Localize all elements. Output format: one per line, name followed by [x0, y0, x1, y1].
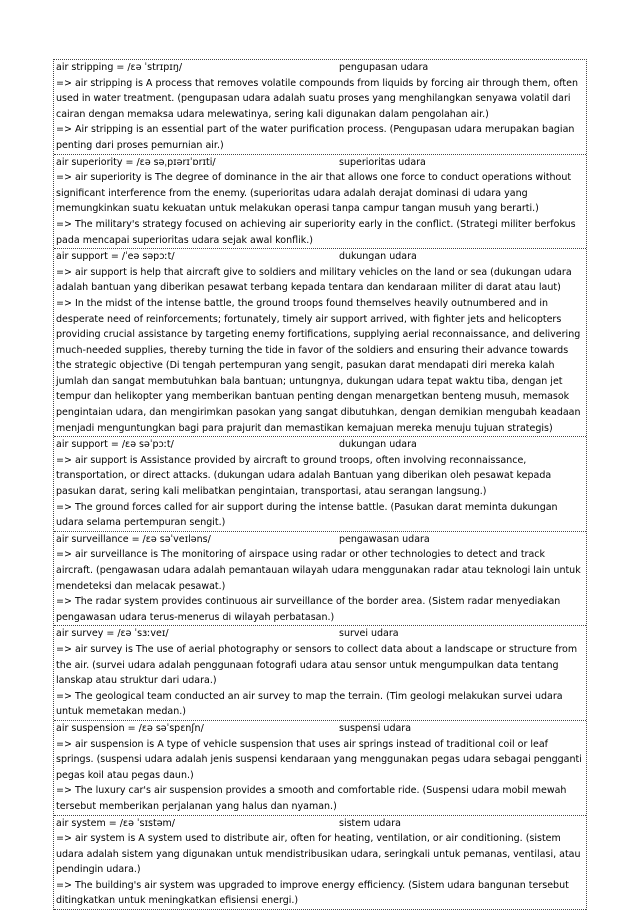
entry-term: air superiority = /ɛə səˌpɪərɪˈɒrɪti/	[56, 155, 339, 171]
entry-term: air surveillance = /ɛə səˈveɪləns/	[56, 532, 339, 548]
entry-header	[56, 155, 584, 171]
entry-term: air support = /ɛə səˈpɔːt/	[56, 437, 339, 453]
entry-example: => The building's air system was upgraded to improve energy efficiency. (Sistem udara bangunan tersebut ditingkatkan untuk meningkatkan efisiensi energi.)	[56, 878, 584, 909]
entry-header	[56, 60, 584, 76]
entry-term: air survey = /ɛə ˈsɜːveɪ/	[56, 626, 339, 642]
entry-header	[56, 721, 584, 737]
entry-definition: => air system is A system used to distribute air, often for heating, ventilation, or air conditioning. (sistem udara adalah sistem yang digunakan untuk mendistribusikan udara, seringkali untuk pemanas, ventilasi, atau pendingin udara.)	[56, 831, 584, 878]
entry-example: => The military's strategy focused on achieving air superiority early in the conflict. (Strategi militer berfokus pada mencapai superioritas udara sejak awal konflik.)	[56, 217, 584, 248]
entry-term: air suspension = /ɛə səˈspɛnʃn/	[56, 721, 339, 737]
entry-definition: => air stripping is A process that removes volatile compounds from liquids by forcing air through them, often used in water treatment. (pengupasan udara adalah suatu proses yang menghilangkan senyawa volatil dari cairan dengan memaksa udara melewatinya, sering kali digunakan dalam pengolahan air.)	[56, 76, 584, 123]
glossary-entry	[54, 816, 586, 910]
entry-translation: suspensi udara	[339, 721, 584, 737]
entry-example: => The geological team conducted an air survey to map the terrain. (Tim geologi melakukan survei udara untuk memetakan medan.)	[56, 689, 584, 720]
entry-header	[56, 816, 584, 832]
entry-example: => The radar system provides continuous air surveillance of the border area. (Sistem radar menyediakan pengawasan udara terus-menerus di wilayah perbatasan.)	[56, 594, 584, 625]
glossary-entry	[54, 249, 586, 437]
entry-translation: sistem udara	[339, 816, 584, 832]
glossary-entry	[54, 437, 586, 532]
entry-header	[56, 532, 584, 548]
entry-term: air system = /ɛə ˈsɪstəm/	[56, 816, 339, 832]
entry-translation: dukungan udara	[339, 437, 584, 453]
entry-example: => Air stripping is an essential part of the water purification process. (Pengupasan udara merupakan bagian penting dari proses pemurnian air.)	[56, 122, 584, 153]
entry-header	[56, 626, 584, 642]
entry-example: => The luxury car's air suspension provides a smooth and comfortable ride. (Suspensi udara mobil mewah tersebut memberikan perjalanan yang halus dan nyaman.)	[56, 783, 584, 814]
entry-example: => In the midst of the intense battle, the ground troops found themselves heavily outnumbered and in desperate need of reinforcements; fortunately, timely air support arrived, with fighter jets and helicopters providing crucial assistance by targeting enemy fortifications, supplying aerial reconnaissance, and delivering much-needed supplies, thereby turning the tide in favor of the soldiers and ensuring their advance towards the strategic objective (Di tengah pertempuran yang sengit, pasukan darat mendapati diri mereka kalah jumlah dan sangat membutuhkan bala bantuan; untungnya, dukungan udara tepat waktu tiba, dengan jet tempur dan helikopter yang memberikan bantuan penting dengan menargetkan benteng musuh, memasok pengintaian udara, dan mengirimkan pasokan yang sangat dibutuhkan, dengan demikian mengubah keadaan menjadi menguntungkan bagi para prajurit dan memastikan kemajuan mereka menuju tujuan strategis)	[56, 296, 584, 436]
glossary-entry	[54, 155, 586, 250]
entry-example: => The ground forces called for air support during the intense battle. (Pasukan darat meminta dukungan udara selama pertempuran sengit.)	[56, 500, 584, 531]
entry-definition: => air support is help that aircraft give to soldiers and military vehicles on the land or sea (dukungan udara adalah bantuan yang diberikan pesawat terbang kepada tentara dan kendaraan militer di darat atau laut)	[56, 265, 584, 296]
entry-term: air stripping = /ɛə ˈstrɪpɪŋ/	[56, 60, 339, 76]
glossary-table	[53, 59, 587, 910]
entry-translation: dukungan udara	[339, 249, 584, 265]
glossary-entry	[54, 532, 586, 627]
entry-definition: => air support is Assistance provided by aircraft to ground troops, often involving reconnaissance, transportation, or direct attacks. (dukungan udara adalah Bantuan yang diberikan oleh pesawat kepada pasukan darat, sering kali melibatkan pengintaian, transportasi, atau serangan langsung.)	[56, 453, 584, 500]
entry-definition: => air suspension is A type of vehicle suspension that uses air springs instead of traditional coil or leaf springs. (suspensi udara adalah jenis suspensi kendaraan yang menggunakan pegas udara sebagai pengganti pegas koil atau pegas daun.)	[56, 737, 584, 784]
entry-translation: pengawasan udara	[339, 532, 584, 548]
entry-definition: => air survey is The use of aerial photography or sensors to collect data about a landscape or structure from the air. (survei udara adalah penggunaan fotografi udara atau sensor untuk mengumpulkan data tentang lanskap atau struktur dari udara.)	[56, 642, 584, 689]
entry-translation: superioritas udara	[339, 155, 584, 171]
entry-term: air support = /ˈeə səpɔːt/	[56, 249, 339, 265]
glossary-entry	[54, 626, 586, 721]
entry-definition: => air surveillance is The monitoring of airspace using radar or other technologies to detect and track aircraft. (pengawasan udara adalah pemantauan wilayah udara menggunakan radar atau teknologi lain untuk mendeteksi dan melacak pesawat.)	[56, 547, 584, 594]
entry-header	[56, 249, 584, 265]
entry-translation: pengupasan udara	[339, 60, 584, 76]
entry-translation: survei udara	[339, 626, 584, 642]
glossary-entry	[54, 721, 586, 816]
glossary-entry	[54, 60, 586, 155]
entry-definition: => air superiority is The degree of dominance in the air that allows one force to conduct operations without significant interference from the enemy. (superioritas udara adalah derajat dominasi di udara yang memungkinkan suatu kekuatan untuk melakukan operasi tanpa campur tangan musuh yang berarti.)	[56, 170, 584, 217]
entry-header	[56, 437, 584, 453]
